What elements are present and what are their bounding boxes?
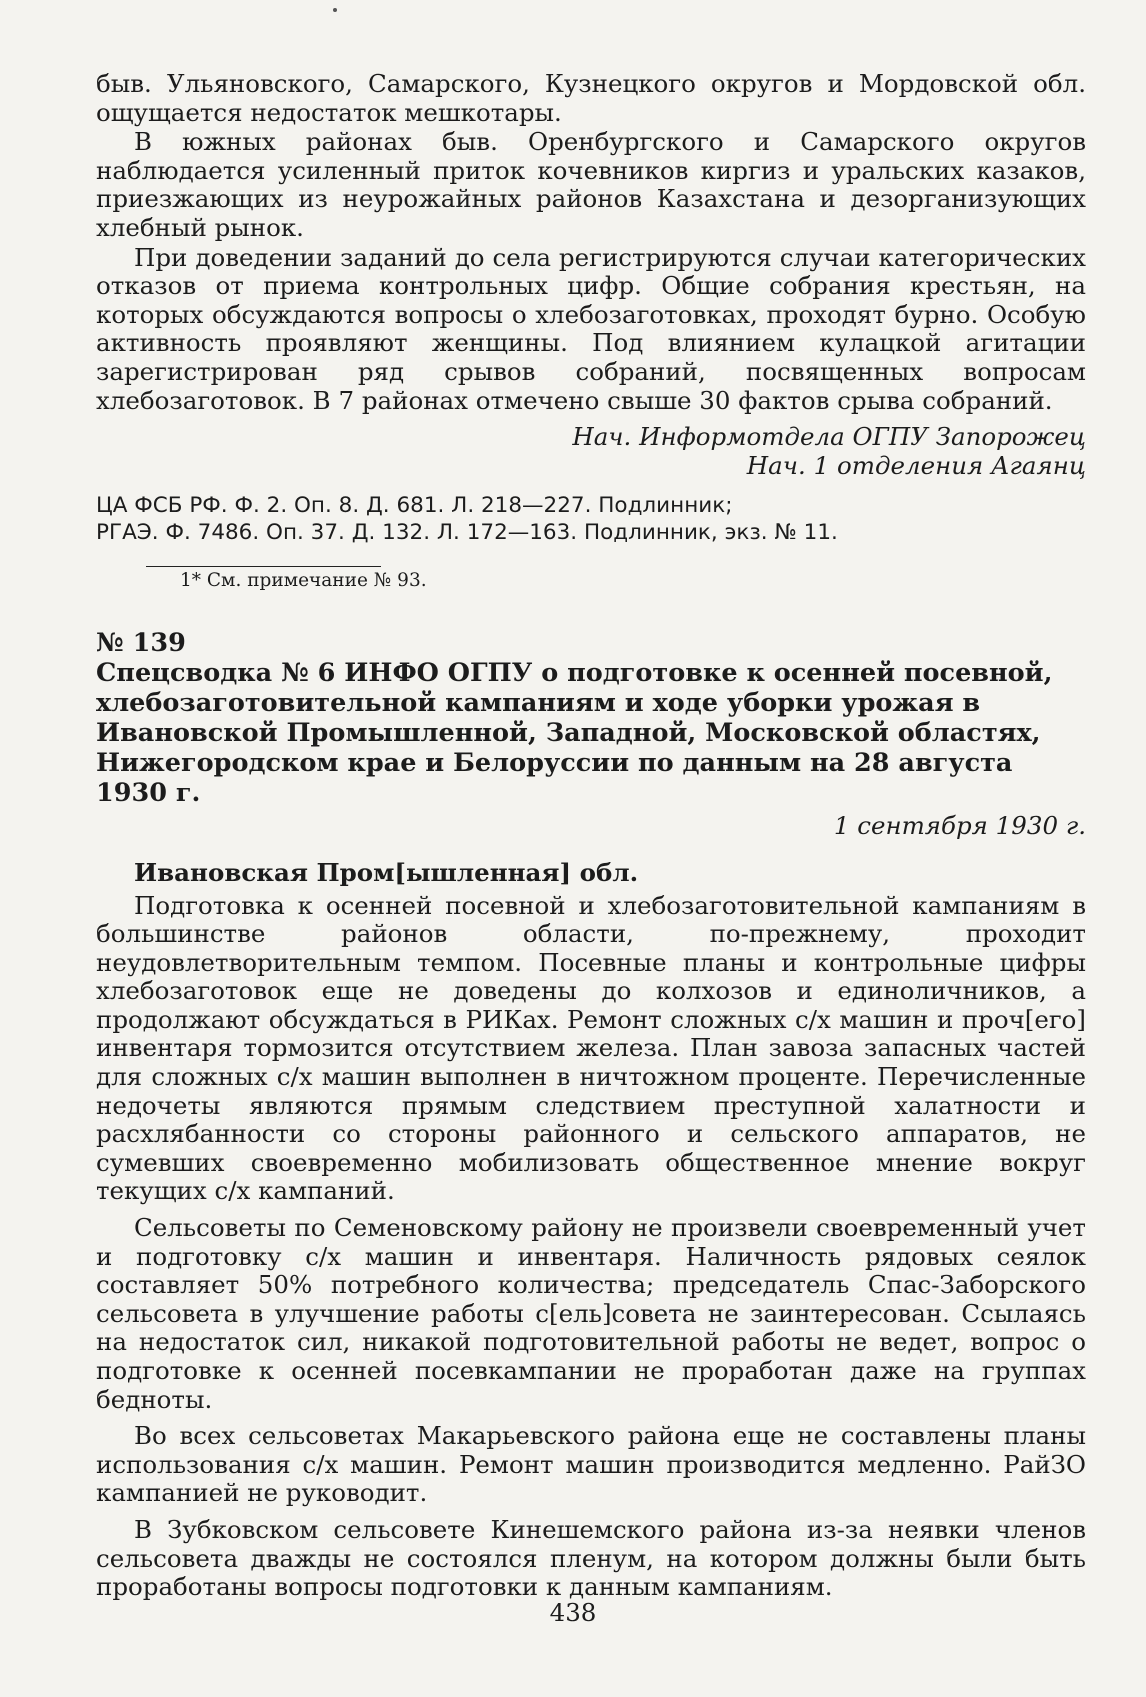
print-speck xyxy=(333,8,337,12)
signature-line: Нач. Информотдела ОГПУ Запорожец xyxy=(572,422,1086,452)
document-number: № 139 xyxy=(96,628,186,659)
signature-line: Нач. 1 отделения Агаянц xyxy=(746,450,1086,480)
paragraph: Подготовка к осенней посевной и хлебозаготовительной кампаниям в большинстве районов области, по-прежнему, проходит неудовлетворительным темпом. Посевные планы и контрольные цифры хлебозаготовок еще не доведены до колхозов и единоличников, а продолжают обсуждаться в РИКах. Ремонт сложных с/х машин и проч[его] инвентаря тормозится отсутствием железа. План завоза запасных частей для сложных с/х машин выполнен в ничтожном проценте. Перечисленные недочеты являются прямым следствием преступной халатности и расхлябанности со стороны районного и сельского аппаратов, не сумевших своевременно мобилизовать общественное мнение вокруг текущих с/х кампаний. xyxy=(96,890,1086,1206)
source-line: РГАЭ. Ф. 7486. Оп. 37. Д. 132. Л. 172—163. Подлинник, экз. № 11. xyxy=(96,520,838,546)
section-heading: Ивановская Пром[ышленная] обл. xyxy=(134,857,639,887)
paragraph: В Зубковском сельсовете Кинешемского района из-за неявки членов сельсовета дважды не состоялся пленум, на котором должны были быть проработаны вопросы подготовки к данным кампаниям. xyxy=(96,1514,1086,1602)
document-title: Спецсводка № 6 ИНФО ОГПУ о подготовке к осенней посевной, хлебозаготовительной кампаниям и ходе уборки урожая в Ивановской Промышленной, Западной, Московской областях, Нижегородском крае и Белоруссии по данным на 28 августа 1930 г. xyxy=(96,658,1053,809)
paragraph: Сельсоветы по Семеновскому району не произвели своевременный учет и подготовку с/х машин и инвентаря. Наличность рядовых сеялок составляет 50% потребного количества; председатель Спас-Заборского сельсовета в улучшение работы с[ель]совета не заинтересован. Ссылаясь на недостаток сил, никакой подготовительной работы не ведет, вопрос о подготовке к осенней посевкампании не проработан даже на группах бедноты. xyxy=(96,1213,1086,1414)
paragraph: быв. Ульяновского, Самарского, Кузнецкого округов и Мордовской обл. ощущается недостаток мешкотары. xyxy=(96,69,1086,127)
page-number: 438 xyxy=(549,1598,597,1627)
archive-sources xyxy=(96,492,1086,546)
paragraph: В южных районах быв. Оренбургского и Самарского округов наблюдается усиленный приток кочевников киргиз и уральских казаков, приезжающих из неурожайных районов Казахстана и дезорганизующих хлебный рынок. xyxy=(96,127,1086,242)
paragraph: Во всех сельсоветах Макарьевского района еще не составлены планы использования с/х машин. Ремонт машин производится медленно. РайЗО кампанией не руководит. xyxy=(96,1421,1086,1508)
page-body xyxy=(96,70,1086,1602)
footnote: 1* См. примечание № 93. xyxy=(180,570,427,592)
source-line: ЦА ФСБ РФ. Ф. 2. Оп. 8. Д. 681. Л. 218—227. Подлинник; xyxy=(96,493,733,519)
paragraph: При доведении заданий до села регистрируются случаи категорических отказов от приема контрольных цифр. Общие собрания крестьян, на которых обсуждаются вопросы о хлебозаготовках, проходят бурно. Особую активность проявляют женщины. Под влиянием кулацкой агитации зарегистрирован ряд срывов собраний, посвященных вопросам хлебозаготовок. В 7 районах отмечено свыше 30 фактов срыва собраний. xyxy=(96,242,1086,415)
footnote-divider xyxy=(146,566,381,567)
signature-block xyxy=(96,423,1086,480)
document-date: 1 сентября 1930 г. xyxy=(833,811,1086,841)
